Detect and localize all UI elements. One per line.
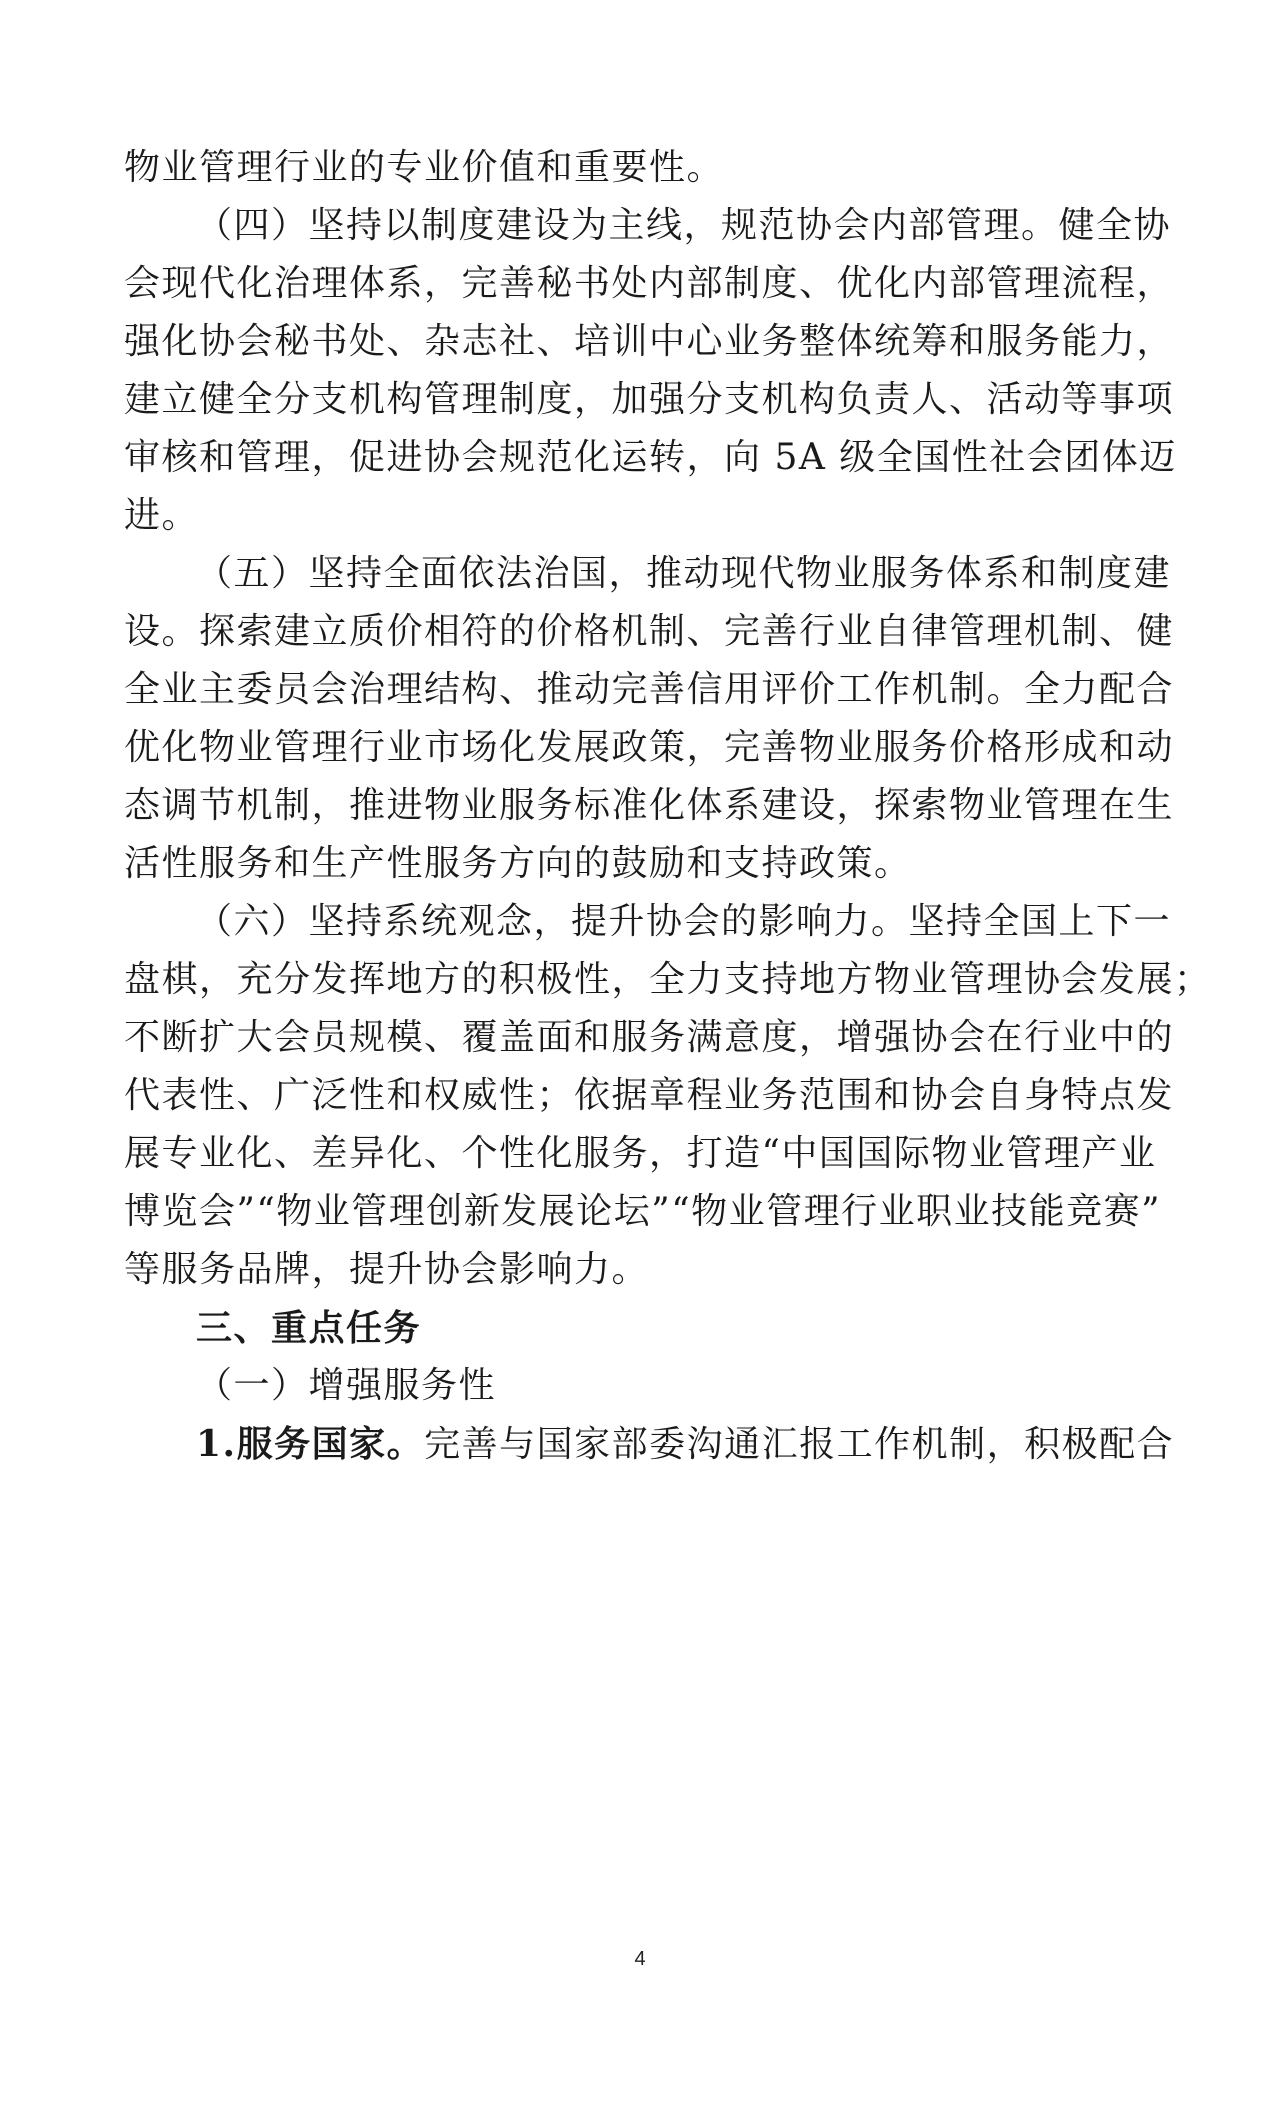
text-line: （六）坚持系统观念，提升协会的影响力。坚持全国上下一 (196, 901, 1172, 942)
text-line: 会现代化治理体系，完善秘书处内部制度、优化内部管理流程， (124, 263, 1175, 304)
text-line (196, 1422, 1175, 1466)
text-line: 强化协会秘书处、杂志社、培训中心业务整体统筹和服务能力， (124, 321, 1175, 362)
text-line: 物业管理行业的专业价值和重要性。 (124, 147, 725, 188)
subsection-heading: （一）增强服务性 (196, 1365, 497, 1406)
text-line: 审核和管理，促进协会规范化运转，向 5A 级全国性社会团体迈 (124, 437, 1177, 478)
text-line: 态调节机制，推进物业服务标准化体系建设，探索物业管理在生 (124, 785, 1175, 826)
text-line: （四）坚持以制度建设为主线，规范协会内部管理。健全协 (196, 205, 1172, 246)
item-text: 完善与国家部委沟通汇报工作机制，积极配合 (424, 1424, 1175, 1465)
text-line: （五）坚持全面依法治国，推动现代物业服务体系和制度建 (196, 553, 1172, 594)
item-heading: 1.服务国家。 (196, 1423, 425, 1465)
text-line: 展专业化、差异化、个性化服务，打造“中国国际物业管理产业 (124, 1133, 1157, 1174)
text-line: 设。探索建立质价相符的价格机制、完善行业自律管理机制、健 (124, 611, 1175, 652)
text-line: 等服务品牌，提升协会影响力。 (124, 1249, 650, 1290)
text-line: 盘棋，充分发挥地方的积极性，全力支持地方物业管理协会发展； (124, 959, 1212, 1000)
text-line: 建立健全分支机构管理制度，加强分支机构负责人、活动等事项 (124, 379, 1175, 420)
section-heading: 三、重点任务 (196, 1307, 422, 1349)
page-number: 4 (634, 1948, 646, 1970)
text-line: 不断扩大会员规模、覆盖面和服务满意度，增强协会在行业中的 (124, 1017, 1175, 1058)
text-line: 优化物业管理行业市场化发展政策，完善物业服务价格形成和动 (124, 727, 1175, 768)
text-line: 博览会”“物业管理创新发展论坛”“物业管理行业职业技能竞赛” (124, 1191, 1162, 1232)
text-line: 代表性、广泛性和权威性；依据章程业务范围和协会自身特点发 (124, 1075, 1175, 1116)
text-line: 进。 (124, 495, 200, 536)
text-line: 活性服务和生产性服务方向的鼓励和支持政策。 (124, 843, 912, 884)
text-line: 全业主委员会治理结构、推动完善信用评价工作机制。全力配合 (124, 669, 1175, 710)
